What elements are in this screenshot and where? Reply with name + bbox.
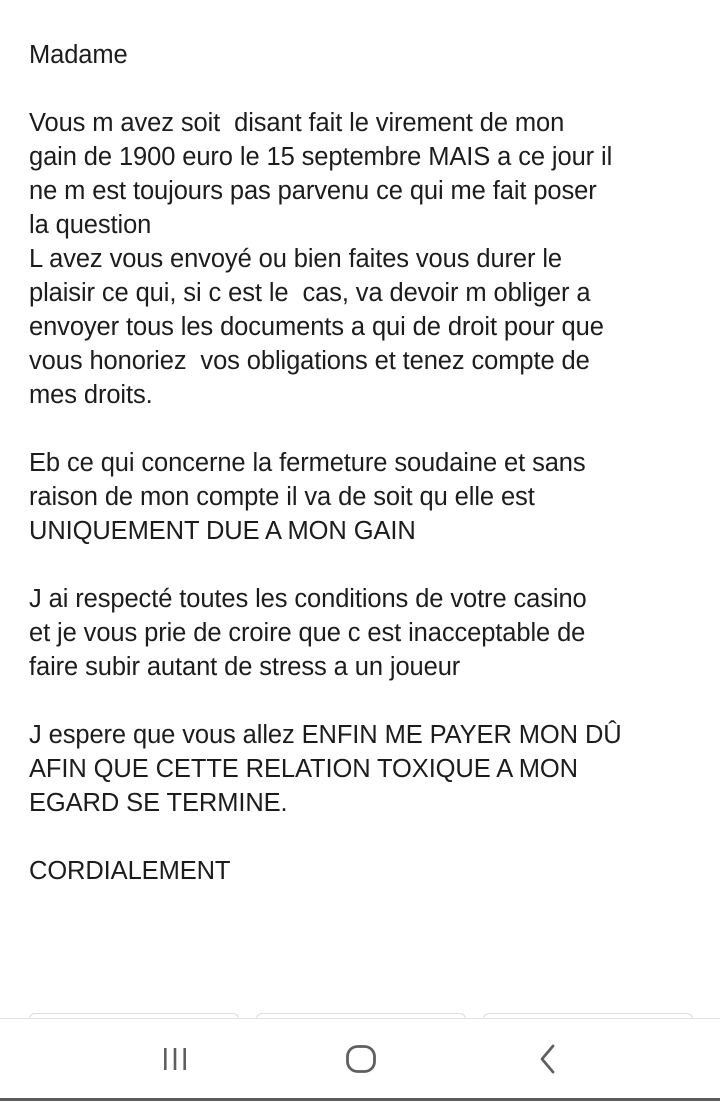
- paragraph-line: AFIN QUE CETTE RELATION TOXIQUE A MON: [29, 755, 578, 783]
- paragraph-line: la question: [29, 211, 152, 239]
- email-paragraph-4: [29, 718, 699, 820]
- paragraph-line: gain de 1900 euro le 15 septembre MAIS a ce jour il: [29, 143, 613, 171]
- paragraph-line: EGARD SE TERMINE.: [29, 789, 288, 817]
- paragraph-line: mes droits.: [29, 381, 153, 409]
- paragraph-line: faire subir autant de stress a un joueur: [29, 653, 461, 681]
- paragraph-line: et je vous prie de croire que c est inacceptable de: [29, 619, 586, 647]
- recents-icon: [160, 1044, 190, 1074]
- paragraph-line: vous honoriez vos obligations et tenez compte de: [29, 347, 590, 375]
- paragraph-line: UNIQUEMENT DUE A MON GAIN: [29, 517, 416, 545]
- back-button[interactable]: [499, 1019, 599, 1099]
- paragraph-line: plaisir ce qui, si c est le cas, va devoir m obliger a: [29, 279, 591, 307]
- email-closing: [29, 854, 699, 888]
- system-navigation-bar: [0, 1018, 720, 1102]
- email-body: [29, 38, 699, 922]
- paragraph-line: envoyer tous les documents a qui de droit pour que: [29, 313, 604, 341]
- paragraph-line: J ai respecté toutes les conditions de votre casino: [29, 585, 587, 613]
- email-paragraph-1: [29, 106, 699, 412]
- paragraph-line: ne m est toujours pas parvenu ce qui me fait poser: [29, 177, 597, 205]
- email-greeting: [29, 38, 699, 72]
- recents-button[interactable]: [125, 1019, 225, 1099]
- email-paragraph-3: [29, 582, 699, 684]
- paragraph-line: Eb ce qui concerne la fermeture soudaine et sans: [29, 449, 586, 477]
- paragraph-line: J espere que vous allez ENFIN ME PAYER MON DÛ: [29, 721, 622, 749]
- closing-line: CORDIALEMENT: [29, 857, 231, 885]
- greeting-line: Madame: [29, 41, 128, 69]
- home-icon: [344, 1042, 378, 1076]
- home-button[interactable]: [311, 1019, 411, 1099]
- email-paragraph-2: [29, 446, 699, 548]
- paragraph-line: Vous m avez soit disant fait le virement de mon: [29, 109, 565, 137]
- paragraph-line: L avez vous envoyé ou bien faites vous durer le: [29, 245, 563, 273]
- paragraph-line: raison de mon compte il va de soit qu elle est: [29, 483, 535, 511]
- back-chevron-icon: [534, 1042, 564, 1076]
